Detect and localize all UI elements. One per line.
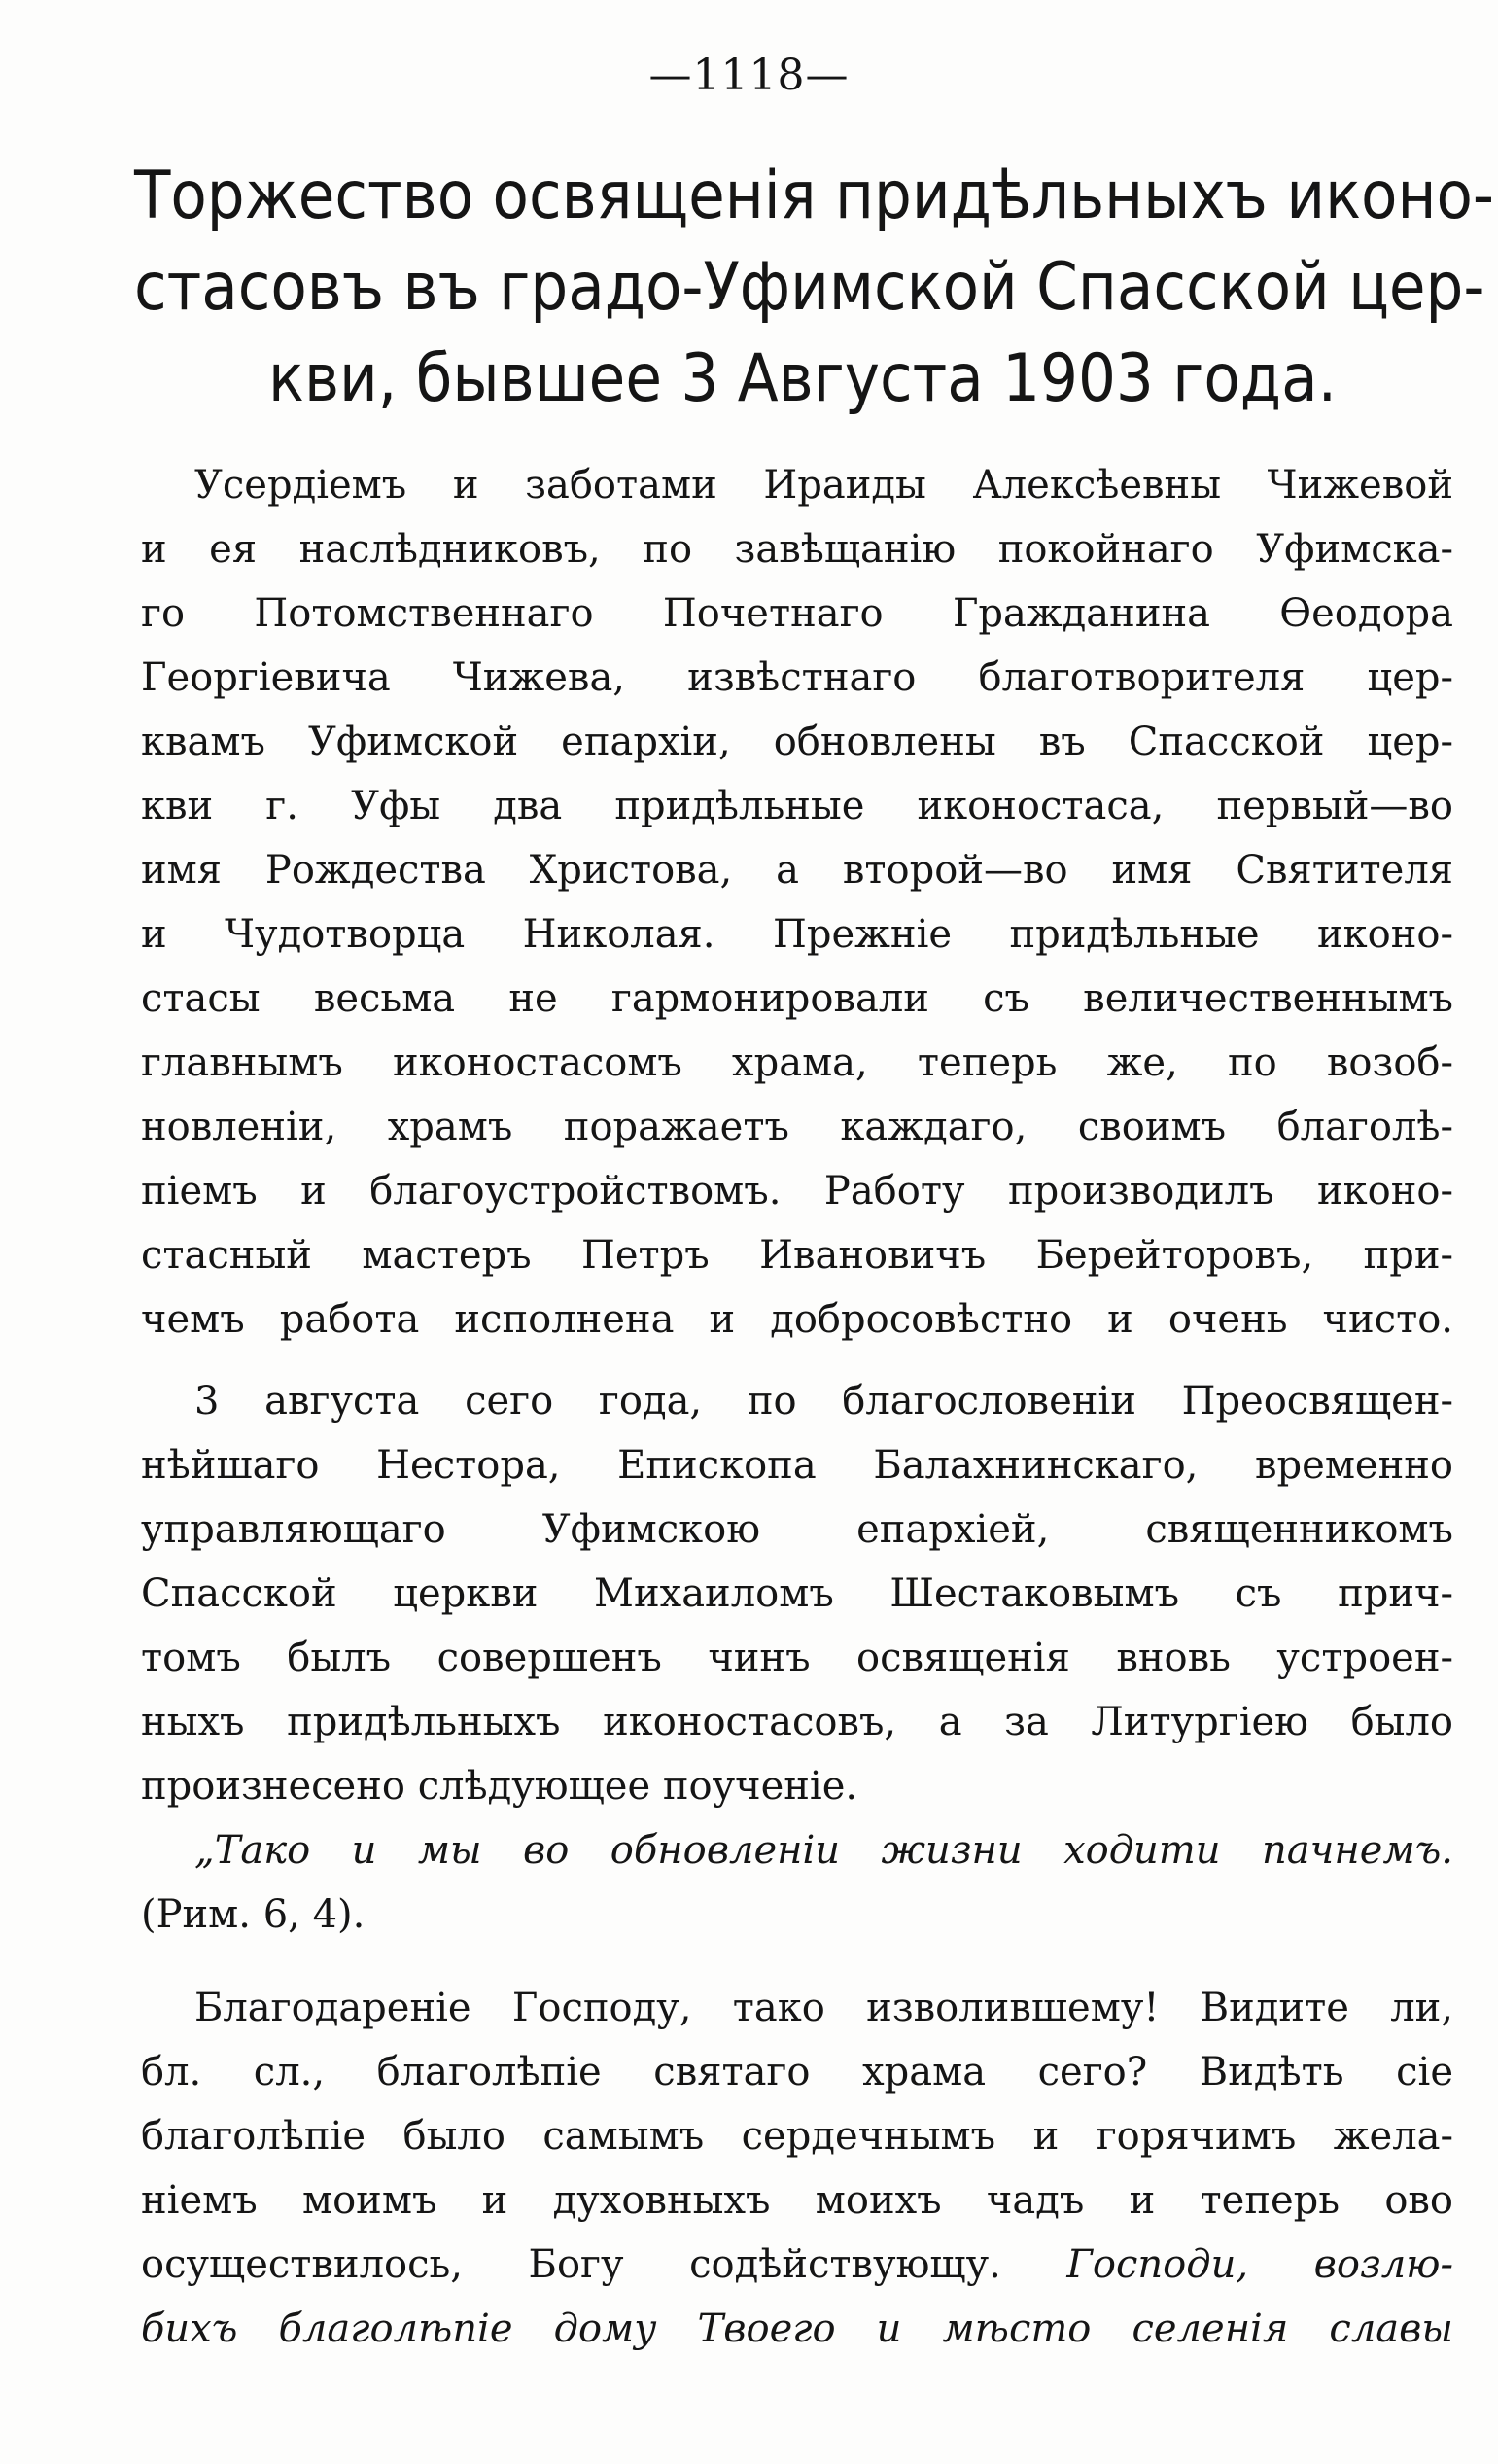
quote-line: „Тако и мы во обновленіи жизни ходити пачнемъ.: [194, 1828, 1453, 1873]
paragraph-ceremony: [141, 1369, 1453, 1818]
text-line: и Чудотворца Николая. Прежніе придѣльные иконо-: [141, 912, 1453, 957]
text-line: квамъ Уфимской епархіи, обновлены въ Спасской цер-: [141, 720, 1453, 764]
text-line: имя Рождества Христова, а второй—во имя Святителя: [141, 848, 1453, 893]
epigraph-quote: [141, 1818, 1453, 1947]
paragraph-sermon: [141, 1976, 1453, 2361]
text-line: стасы весьма не гармонировали съ величественнымъ: [141, 976, 1453, 1021]
page-number: —1118—: [648, 51, 850, 100]
text-line: произнесено слѣдующее поученіе.: [141, 1764, 858, 1809]
text-line: управляющаго Уфимскою епархіей, священникомъ: [141, 1507, 1453, 1552]
text-line: 3 августа сего года, по благословеніи Преосвящен-: [194, 1379, 1453, 1424]
text-line: Спасской церкви Михаиломъ Шестаковымъ съ прич-: [141, 1571, 1453, 1616]
text-line: кви г. Уфы два придѣльные иконостаса, первый—во: [141, 784, 1453, 828]
text-line: го Потомственнаго Почетнаго Гражданина Ѳеодора: [141, 591, 1453, 636]
text-line: главнымъ иконостасомъ храма, теперь же, по возоб-: [141, 1040, 1453, 1085]
text-line: Георгіевича Чижева, извѣстнаго благотворителя цер-: [141, 655, 1453, 700]
text-line: бихъ благолѣпіе дому Твоего и мѣсто селенія славы: [141, 2306, 1453, 2351]
text-line: благолѣпіе было самымъ сердечнымъ и горячимъ жела-: [141, 2114, 1453, 2159]
text-line: ныхъ придѣльныхъ иконостасовъ, а за Литургіею было: [141, 1700, 1453, 1744]
text-line: бл. сл., благолѣпіе святаго храма сего? Видѣть сіе: [141, 2050, 1453, 2094]
text-line-mixed: [141, 2233, 1453, 2297]
text-line: нѣйшаго Нестора, Епископа Балахнинскаго, временно: [141, 1443, 1453, 1488]
title-line: кви, бывшее 3 Августа 1903 года.: [268, 340, 1337, 417]
text-line: Усердіемъ и заботами Ираиды Алексѣевны Чижевой: [194, 463, 1453, 508]
title-line: стасовъ въ градо-Уфимской Спасской цер-: [134, 249, 1485, 326]
text-line: томъ былъ совершенъ чинъ освященія вновь устроен-: [141, 1636, 1453, 1680]
text-line: и ея наслѣдниковъ, по завѣщанію покойнаго Уфимска-: [141, 527, 1453, 572]
italic-segment: Господи, возлю-: [1066, 2242, 1453, 2287]
title-line: Торжество освященія придѣльныхъ иконо-: [134, 158, 1494, 234]
text-line: стасный мастеръ Петръ Ивановичъ Берейторовъ, при-: [141, 1233, 1453, 1278]
text-line: піемъ и благоустройствомъ. Работу производилъ иконо-: [141, 1169, 1453, 1214]
paragraph-consecration-report: [141, 453, 1453, 1352]
article-title: [134, 151, 1494, 425]
quote-reference: (Рим. 6, 4).: [141, 1892, 366, 1937]
text-line: новленіи, храмъ поражаетъ каждаго, своимъ благолѣ-: [141, 1105, 1453, 1149]
text-line: чемъ работа исполнена и добросовѣстно и очень чисто.: [141, 1297, 1453, 1342]
text-segment: осуществилось, Богу содѣйствующу.: [141, 2242, 1001, 2287]
text-line: ніемъ моимъ и духовныхъ моихъ чадъ и теперь ово: [141, 2178, 1453, 2223]
text-line: Благодареніе Господу, тако изволившему! Видите ли,: [194, 1986, 1453, 2030]
